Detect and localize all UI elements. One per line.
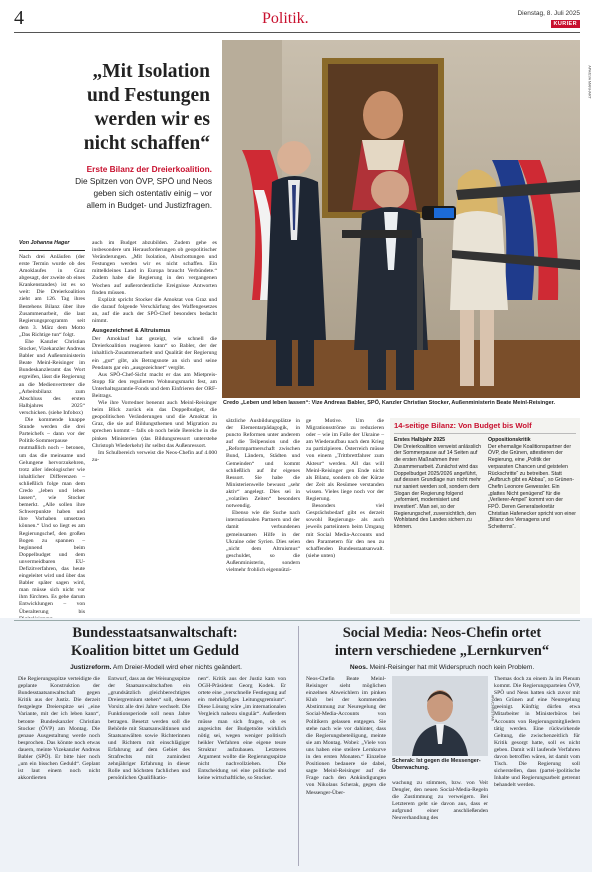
bottom-top-rule [14, 620, 580, 621]
paragraph: ge Motive. Um die Migrationsströme zu reduzieren oder – wie im Falle der Ukraine – am Wiederaufbau nach dem Krieg zu partizipieren. Österreich müsse von einem „Trittbrettfahrer zum Akteur“ werden. All das will Meinl-Reisinger gen Ende nicht als Bilanz, sondern ob der Kürze der Zeit als Resümee verstanden wissen. Vieles liege noch vor der Regierung. [306, 418, 384, 503]
right-story-kicker [302, 664, 582, 671]
issue-date: Dienstag, 8. Juli 2025 [517, 10, 580, 17]
right-story-col-2 [392, 780, 488, 823]
infobox-rule [394, 433, 576, 434]
paragraph: Der Amoklauf hat gezeigt, wie schnell die Dreierkoalition reagieren kann“ so Babler, der der inhaltlich-Zusammenarbeit und Qualität der Regierung ein „gut“ gibt, als Betragsnote an sich und seine Pendants gar ein „ausgezeichnet“ vergibt. [92, 336, 217, 371]
header-rule [14, 32, 580, 33]
paragraph: Im Schulbereich verweist die Neos-Chefin auf 4.000 zu- [92, 449, 217, 463]
infobox-left [394, 437, 482, 531]
byline-rule [19, 250, 85, 251]
paragraph: Die Regierungsspitze verteidigte die geplante Konstruktion der Bundesstaatsanwaltschaft gegen Kritik aus der Justiz. Die derzeit festgelegte Dreierspitze sei „eine Variante, mit der ich leben kann“, betonte Bundeskanzler Christian Stocker (ÖVP) am Montag. Die genaue Ausgestaltung werde noch besprochen. Das könnte noch etwas dauern, meinte Vizekanzler Andreas Babler (SPÖ). Er bitte hier noch „um ein bisschen Geduld“. Geplant ist laut einem noch nicht akkordierten [18, 676, 100, 782]
section-title: Politik. [262, 10, 309, 27]
headline-line: nicht schaffen“ [83, 133, 210, 154]
headline-line: „Mit Isolation [92, 61, 210, 82]
bottom-divider [298, 626, 299, 866]
kicker-bold: Neos. [349, 664, 368, 671]
kicker-bold: Justizreform. [70, 664, 112, 671]
article-column-3 [226, 418, 300, 574]
paragraph: Themas doch zu einem Ja im Plenum kommt. Die Regierungsparteien ÖVP, SPÖ und Neos hatten sich zuvor mit den Grünen auf eine Neuregelung geeinigt. Künftig dürfen etwa Mitarbeiter in Ministerbüros bei Accounts von Regierungsmitgliedern tätig werden. Eine rückwirkende Geltung, die zwischenzeitlich für Kritik gesorgt hatte, soll es nicht geben. Damit will laufende Verfahren davon betroffen wären, ist damit vom Tisch. Die Regierung soll sicherstellen, dass (partei-)politische Inhalte und Regierungsarbeit getrennt behandelt werden. [494, 676, 580, 789]
paragraph: Die kommende knappe Stunde werden die drei Parteichefs – dann vor der Politik-Sommerpause mutmaßlich noch – betonen, um das die meinsame und Gelungene hervorzukehren, trotz aller ideologischer wie inhaltlicher Differenzen – schließlich folge man dem Credo „leben und leben lassen“, wie Stocker bemerkt. „Alle sollen ihre Schwerpunkte haben und ihre Vorhaben umsetzen können.“ Und so liegt es am Regierungschef, den großen Bogen zu spannen – beginnend beim Doppelbudget und dem unvermeidbaren EU-Defizitverfahren, das heute eingeleitet wird und über das Babler später sagen wird, man müsse sich nicht vor ihm fürchten. Es gehe darum Entwicklungen – von Überalterung bis [19, 417, 85, 615]
article-column-1 [19, 240, 85, 637]
left-story-headline [16, 624, 294, 660]
paragraph: Wie ihre Vorredner benennt auch Meinl-Reisinger beim Blick zurück ein das Doppelbudget, die geopolitischen Veränderungen und die Amoktat in Graz, die sie auf Bildungsthemen und Migration zu sprechen kommt – falls ob noch beide Bereiche in die pinken Ministerien (das Bildungsressort unterstehe Christoph Wiederkehr) ihr selbst das Außenressort. [92, 400, 217, 449]
paragraph: Nach drei Anläufen (der erste Termin wurde ob des Amoklaufes in Graz abgesagt, der zweite ob eines Krankenstandes) ist es so weit: Die Dreierkoalition zieht am 126. Tag ihres Bestehens Bilanz über ihre Zusammenarbeit, die laut Regierungsprogramm seit dem 3. März dem Motto „Das Richtige tun“ folgt. [19, 253, 85, 338]
byline: Von Johanna Hager [19, 240, 70, 246]
left-story-col-2 [108, 676, 190, 782]
main-headline [20, 60, 210, 156]
portrait-illustration [392, 676, 488, 756]
infobox-left-text: Die Dreierkoalition verweist anlässlich der Sommerpause auf 14 Seiten auf die ersten Maßnahmen ihrer Zusammenarbeit. Zunächst wird das Doppelbudget 2025/2026 angeführt, auf dessen Grundlage nun nicht mehr nur saniert werden soll, sondern dem Slogan der Regierung folgend „reformiert, modernisiert und investiert“. Man sei, so der Regierungschef, zuversichtlich, den Wohlstand des Landes sichern zu können. [394, 443, 482, 531]
brand-logo: KURIER [551, 20, 580, 28]
headline-line: und Festungen [87, 85, 210, 106]
paragraph: sätzliche Ausbildungsplätze in der Elementarpädagogik, in puncto Reformen unter anderem auf die Teilpension und die „Reformpartnerschaft zwischen Bund, Ländern, Städten und Gemeinden“ und kommt schließlich auf ihr eigenes Ressort. Sie habe die Ministerienwelle bewusst „sehr aktiv“ angelegt. Dies sei in „volatilen Zeiten“ besonders notwendig. [226, 418, 300, 510]
page-number: 4 [14, 7, 24, 29]
headline-line: werden wir es [94, 109, 210, 130]
deck-line: allem in Budget- und Justizfragen. [86, 200, 212, 210]
headline-line: Bundesstaatsanwaltschaft: [72, 625, 238, 641]
left-story-col-3 [198, 676, 286, 782]
headline-line: intern verschiedene „Lernkurven“ [334, 643, 550, 659]
main-deck [14, 163, 212, 211]
paragraph: Besonders viel Gesprächsbedarf gibt es derzeit sowohl Regierungs- als auch jeweils parteiintern beim Umgang mit Social Media-Accounts und den Parametern für den neu zu schaffenden Bundesstaatsanwalt. (siehe unten) [306, 503, 384, 559]
paragraph: Explizit spricht Stocker die Amoktat von Graz und die darauf folgende Verschärfung des Waffengesetzes an, auf die auch der SPÖ-Chef besonders bedacht nimmt. [92, 296, 217, 325]
kicker-text: Meinl-Reisinger hat mit Widerspruch noch kein Problem. [367, 664, 535, 671]
left-story-kicker [16, 664, 296, 671]
main-photo [222, 40, 592, 398]
paragraph: Entwurf, dass an der Weisungsspitze der Staatsanwaltschaften ein „grundsätzlich gleichberechtigtes Dreiergremium stehen“ soll, dessen Vorsitz alle drei Jahre wechselt. Die Funktionsperiode soll neun Jahre betragen. Besetzt werden soll die Behörde mit Staatsanwältinnen und Staatsanwälten sowie Richterinnen und Richtern mit einschlägiger Erfahrung auf dem Gebiet des Strafrechts mit zumindest zehnjähriger Erfahrung in dieser Rolle und höchsten fachlichen und persönlichen Qualifikatio- [108, 676, 190, 782]
infobox-right-text: Der ehemalige Koalitionspartner der ÖVP, die Grünen, attestieren der Regierung, eine „Politik der verpassten Chancen und geistelen Rückschritte“ zu betreiben. Statt „Aufbruch gibt es Abbau“, so Grünen-Chefin Leonore Gewessler. Ein „glattes Nicht genügend“ für die „Verlierer-Ampel“ kommt von der FPÖ. Deren Generalsekretär Christian Hafenecker spricht von einer „Bilanz des Versagens und Scheiterns“. [488, 443, 576, 531]
left-story-col-1 [18, 676, 100, 782]
photo-caption: Credo „Leben und leben lassen“: Vize Andreas Babler, SPÖ, Kanzler Christian Stocker, Außenministerin Beate Meinl-Reisinger. [223, 400, 556, 406]
paragraph: wachung zu stimmen, bzw. von Veit Dengler, den neuen Social-Media-Regeln die Zustimmung zu verweigern. Bei Letzterem geht sie davon aus, dass er aufgrund einer anschließenden Neuverhandlung des [392, 780, 488, 822]
right-story-headline [304, 624, 580, 660]
photo-credit: APA/EVA MANHART [587, 65, 592, 99]
infobox-right-heading: Oppositionskritik [488, 437, 531, 443]
article-column-4 [306, 418, 384, 560]
right-story-col-3 [494, 676, 580, 790]
infobox-title: 14-seitige Bilanz: Von Budget bis Wolf [394, 421, 532, 430]
main-kicker: Erste Bilanz der Dreierkoalition. [86, 164, 212, 174]
paragraph: Ebenso wie die Suche nach internationalen Partnern und der damit verbundenen gemeinsamen Hilfe in der Ukraine oder Syrien. Dies seien „nicht dem Altruismus“ geschuldet, so die Außenministerin, sondern vielmehr frohlich eigennützi- [226, 510, 300, 573]
paragraph: nen“. Kritik aus der Justiz kam von OGH-Präsident Georg Kodek. Er ortete eine „verschnelle Festlegung auf ein mehrköpfiges Leitungsgremium“. Diese Lösung wäre „im internationalen Vergleich nahezu singulär“. Außerdem müsse man sich fragen, ob es angesichts der Budgetnöte wirklich nötig sei, wegen weniger politisch heikler Verfahren eine eigene teure Struktur aufzubauen. Letzteres Argument wollte die Regierungsspitze nicht nachvollziehen. Die Entscheidung sei eine politische und keine wirtschaftliche, so Stocker. [198, 676, 286, 782]
press-conference-illustration [222, 40, 580, 398]
right-story-col-1 [306, 676, 386, 797]
infobox-left-heading: Erstes Halbjahr 2025 [394, 437, 446, 443]
scherak-photo [392, 676, 495, 756]
headline-line: Social Media: Neos-Chefin ortet [342, 625, 542, 641]
headline-line: Koalition bittet um Geduld [71, 643, 239, 659]
subheading: Ausgezeichnet & Altruismus [92, 328, 171, 335]
infobox [390, 418, 580, 614]
paragraph: Ehe Kanzler Christian Stocker, Vizekanzler Andreas Babler und Außenministerin Beate Meinl-Reisinger im Bundeskanzleramt das Wort ergreifen, lässt die Regierung an die Medienvertreter die „Arbeitsbilanz zum Abschluss des ersten Halbjahres 2025“ verschicken. (siehe Infobox) [19, 339, 85, 416]
page-header [0, 0, 592, 38]
infobox-right [488, 437, 576, 531]
paragraph: Aus SPÖ-Chef-Sicht macht er das am Mietpreis-Stopp für den regulierten Wohnungsmarkt fest, am Unterhaltsgarantie-Fonds und dem Einfrieren der ORF-Beitrags. [92, 371, 217, 399]
deck-line: geben sich ostentativ einig – vor [93, 188, 212, 198]
deck-line: Die Spitzen von ÖVP, SPÖ und Neos [75, 176, 212, 186]
scherak-caption: Scherak: Ist gegen die Messenger-Überwachung. [392, 758, 481, 771]
photo-credit: APA/CHRISTIAN [490, 694, 495, 722]
kicker-text: Am Dreier-Modell wird eher nichts geändert. [111, 664, 242, 671]
paragraph: Neos-Chefin Beate Meinl-Reisinger sieht möglichen einzelnen Abweichlern im pinken Klub bei der kommenden Abstimmung zur Neuregelung der Social-Media-Accounts von Politikern gelassen entgegen. Sie stehe nach wie vor dahinter, dass die Regierungsbeteiligung, meinte sie am Montag. Wobei: „Viele von uns haben eine steilere Lernkurve in den ersten Monaten.“ Einzelne Positionen bedauere sie dabei, sagte Meinl-Reisinger auf die Frage nach den Ankündigungen von Nikolaus Scherak, gegen die Messenger-Über- [306, 676, 386, 796]
paragraph: auch im Budget abzubilden. Zudem gehe es insbesondere um Herausforderungen ob geopolitischer Veränderungen. „Mit Isolation, Abschottungen und Festungen werden wir es nicht schaffen. Ein mittelkleines Land in Europa braucht Verbündete.“ Zudem habe die Regierung in den vergangenen Wochen auf außerordentliche Ereignisse Antworten finden müssen. [92, 240, 217, 296]
article-column-2 [92, 240, 217, 464]
